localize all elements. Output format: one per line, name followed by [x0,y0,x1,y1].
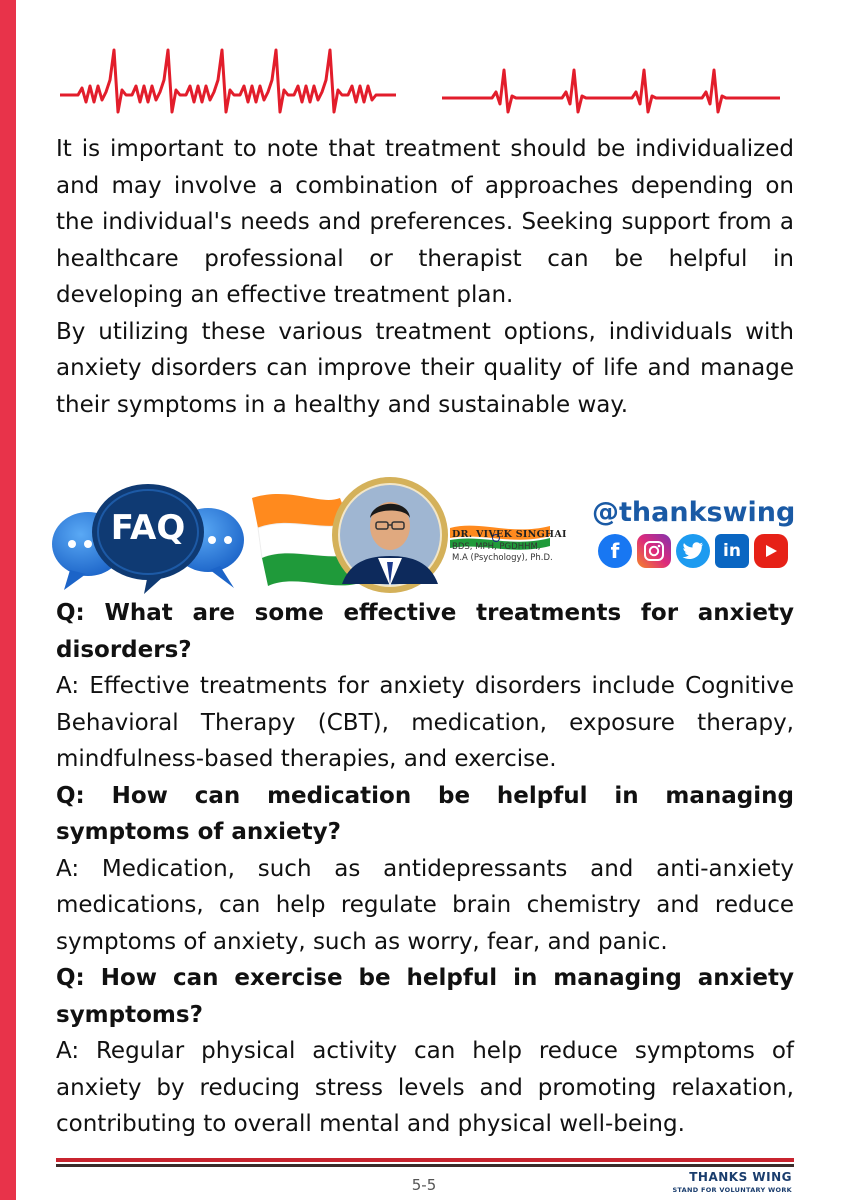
faq-question-3: Q: How can exercise be helpful in managing anxiety symptoms? [56,965,794,1028]
brand-logo-text: THANKS WING [689,1170,792,1184]
faq-section [56,595,794,1143]
doctor-credentials-line-1: BDS, MPH, PGDHHM, [452,542,541,552]
footer-divider-red [56,1158,794,1162]
intro-paragraph-2: By utilizing these various treatment options, individuals with anxiety disorders can improve their quality of life and manage their symptoms in a healthy and sustainable way. [56,318,794,418]
footer-divider-dark [56,1164,794,1167]
linkedin-icon[interactable]: in [715,534,749,568]
faq-answer-3: A: Regular physical activity can help reduce symptoms of anxiety by reducing stress levels and promoting relaxation, contributing to overall mental and physical well-being. [56,1038,794,1137]
page-number: 5-5 [411,1176,437,1194]
facebook-icon[interactable]: f [598,534,632,568]
faq-label: FAQ [110,508,186,548]
social-icons [598,534,788,568]
intro-text [56,131,794,423]
youtube-icon[interactable] [754,534,788,568]
twitter-icon[interactable] [676,534,710,568]
left-accent-bar [0,0,16,1200]
faq-answer-2: A: Medication, such as antidepressants and anti-anxiety medications, can help regulate brain chemistry and reduce symptoms of anxiety, such as worry, fear, and panic. [56,855,794,955]
banner-row [0,470,848,600]
brand-tagline: STAND FOR VOLUNTARY WORK [672,1186,792,1194]
doctor-name: DR. VIVEK SINGHAI [452,529,567,540]
instagram-icon[interactable] [637,534,671,568]
faq-answer-1: A: Effective treatments for anxiety disorders include Cognitive Behavioral Therapy (CBT), medication, exposure therapy, mindfulness-based therapies, and exercise. [56,673,794,772]
doctor-credentials-line-2: M.A (Psychology), Ph.D. [452,553,553,563]
social-handle[interactable]: @thankswing [592,497,796,528]
intro-paragraph-1: It is important to note that treatment should be individualized and may involve a combination of approaches depending on the individual's needs and preferences. Seeking support from a healthcare professional or therapist can be helpful in developing an effective treatment plan. [56,136,794,308]
ecg-heartbeat-graphic [40,40,800,120]
faq-question-1: Q: What are some effective treatments for anxiety disorders? [56,600,794,663]
faq-question-2: Q: How can medication be helpful in managing symptoms of anxiety? [56,782,794,845]
